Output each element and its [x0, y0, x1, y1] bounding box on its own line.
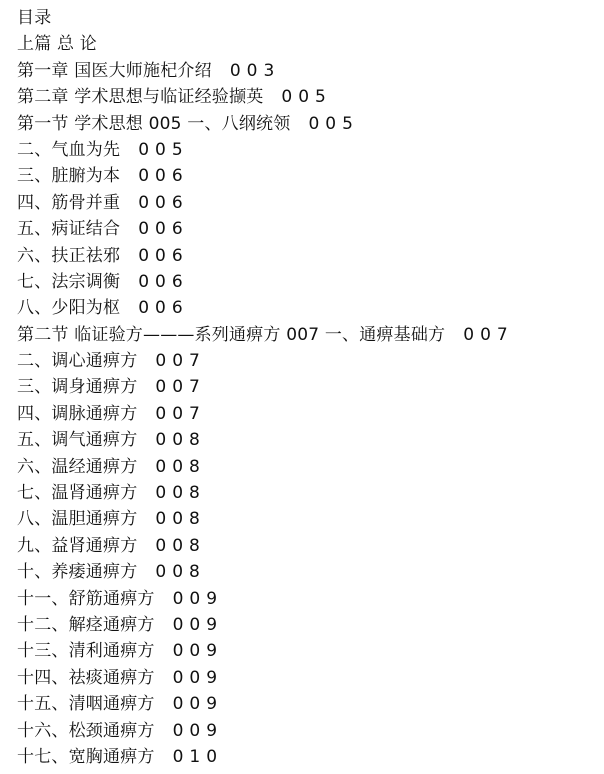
toc-entry [17, 533, 597, 559]
toc-entry [17, 322, 597, 348]
toc-entry-label: 四、筋骨并重 [17, 192, 121, 213]
toc-entry-label: 八、温胆通痹方 [17, 509, 138, 530]
toc-entry [17, 216, 597, 242]
toc-entry [17, 295, 597, 321]
toc-entry-label: 十、养痿通痹方 [17, 562, 138, 583]
toc-heading: 目录 [17, 8, 52, 28]
toc-entry [17, 480, 597, 506]
toc-entry-page-number: 008 [155, 562, 206, 583]
toc-entry-page-number: 005 [281, 87, 332, 108]
toc-entry-page-number: 008 [155, 483, 206, 504]
toc-entry-page-number: 006 [138, 192, 189, 213]
toc-entry-page-number: 008 [155, 456, 206, 477]
toc-entry [17, 374, 597, 400]
toc-entry-page-number: 009 [172, 667, 224, 688]
toc-entry-label: 五、病证结合 [17, 219, 121, 240]
toc-entry [17, 506, 597, 532]
toc-entry-label: 七、温肾通痹方 [17, 483, 138, 504]
toc-entry [17, 348, 597, 374]
toc-entry-label: 第一章 国医大师施杞介绍 [17, 60, 212, 81]
toc-entry-page-number: 006 [138, 271, 189, 292]
toc-entry-page-number: 005 [308, 113, 359, 134]
toc-entry-label: 三、脏腑为本 [17, 166, 121, 187]
toc-entry [17, 163, 597, 189]
toc-entry-label: 六、扶正祛邪 [17, 245, 121, 266]
toc-entry-page-number: 005 [138, 139, 189, 160]
toc-part-title: 上篇 总 论 [17, 34, 98, 55]
toc-entry-label: 五、调气通痹方 [17, 430, 138, 451]
toc-entry-page-number: 008 [155, 535, 206, 556]
toc-entry [17, 58, 597, 84]
toc-entry [17, 691, 597, 717]
toc-entry-label: 二、气血为先 [17, 139, 121, 160]
toc-entry [17, 638, 597, 664]
toc-entry-label: 十四、祛痰通痹方 [17, 667, 155, 688]
toc-entry-page-number: 006 [138, 219, 189, 240]
toc-entry-page-number: 006 [138, 166, 189, 187]
toc-entry [17, 744, 597, 770]
toc-entry-label: 七、法宗调衡 [17, 271, 121, 292]
toc-entry-label: 四、调脉通痹方 [17, 403, 138, 424]
table-of-contents [17, 5, 597, 770]
toc-entry-label: 十六、松颈通痹方 [17, 720, 155, 741]
toc-entry-page-number: 008 [155, 509, 206, 530]
toc-entry-label: 十七、宽胸通痹方 [17, 746, 155, 767]
toc-entry-page-number: 006 [138, 245, 189, 266]
toc-entry-label: 三、调身通痹方 [17, 377, 138, 398]
toc-entry-label: 六、温经通痹方 [17, 456, 138, 477]
toc-entry-label: 二、调心通痹方 [17, 351, 138, 372]
toc-entry [17, 718, 597, 744]
toc-entry [17, 612, 597, 638]
toc-entry-page-number: 009 [172, 614, 224, 635]
toc-entry [17, 84, 597, 110]
toc-entries [17, 58, 597, 771]
toc-entry-page-number: 007 [463, 324, 514, 345]
toc-entry [17, 665, 597, 691]
toc-entry-label: 十二、解痉通痹方 [17, 614, 155, 635]
toc-entry-page-number: 009 [172, 720, 224, 741]
toc-entry-page-number: 009 [172, 641, 224, 662]
toc-entry [17, 586, 597, 612]
toc-entry [17, 559, 597, 585]
toc-entry-page-number: 003 [229, 60, 281, 81]
toc-entry [17, 454, 597, 480]
toc-entry-page-number: 006 [138, 298, 189, 319]
toc-entry-label: 第二章 学术思想与临证经验撷英 [17, 87, 264, 108]
toc-entry-page-number: 009 [172, 588, 224, 609]
toc-entry-label: 八、少阳为枢 [17, 298, 121, 319]
toc-entry-label: 十五、清咽通痹方 [17, 694, 155, 715]
toc-entry-page-number: 010 [172, 746, 224, 767]
toc-entry-page-number: 007 [155, 403, 206, 424]
toc-entry [17, 190, 597, 216]
toc-entry-page-number: 007 [155, 351, 206, 372]
toc-entry-label: 十一、舒筋通痹方 [17, 588, 155, 609]
toc-entry-label: 九、益肾通痹方 [17, 535, 138, 556]
toc-entry [17, 427, 597, 453]
toc-entry-label: 第二节 临证验方———系列通痹方 007 一、通痹基础方 [17, 324, 446, 345]
toc-entry [17, 243, 597, 269]
toc-entry [17, 269, 597, 295]
toc-entry [17, 111, 597, 137]
toc-entry-label: 第一节 学术思想 005 一、八纲统领 [17, 113, 291, 134]
toc-entry-page-number: 008 [155, 430, 206, 451]
toc-entry-label: 十三、清利通痹方 [17, 641, 155, 662]
toc-entry [17, 137, 597, 163]
toc-entry-page-number: 009 [172, 694, 224, 715]
toc-entry [17, 401, 597, 427]
toc-entry-page-number: 007 [155, 377, 206, 398]
